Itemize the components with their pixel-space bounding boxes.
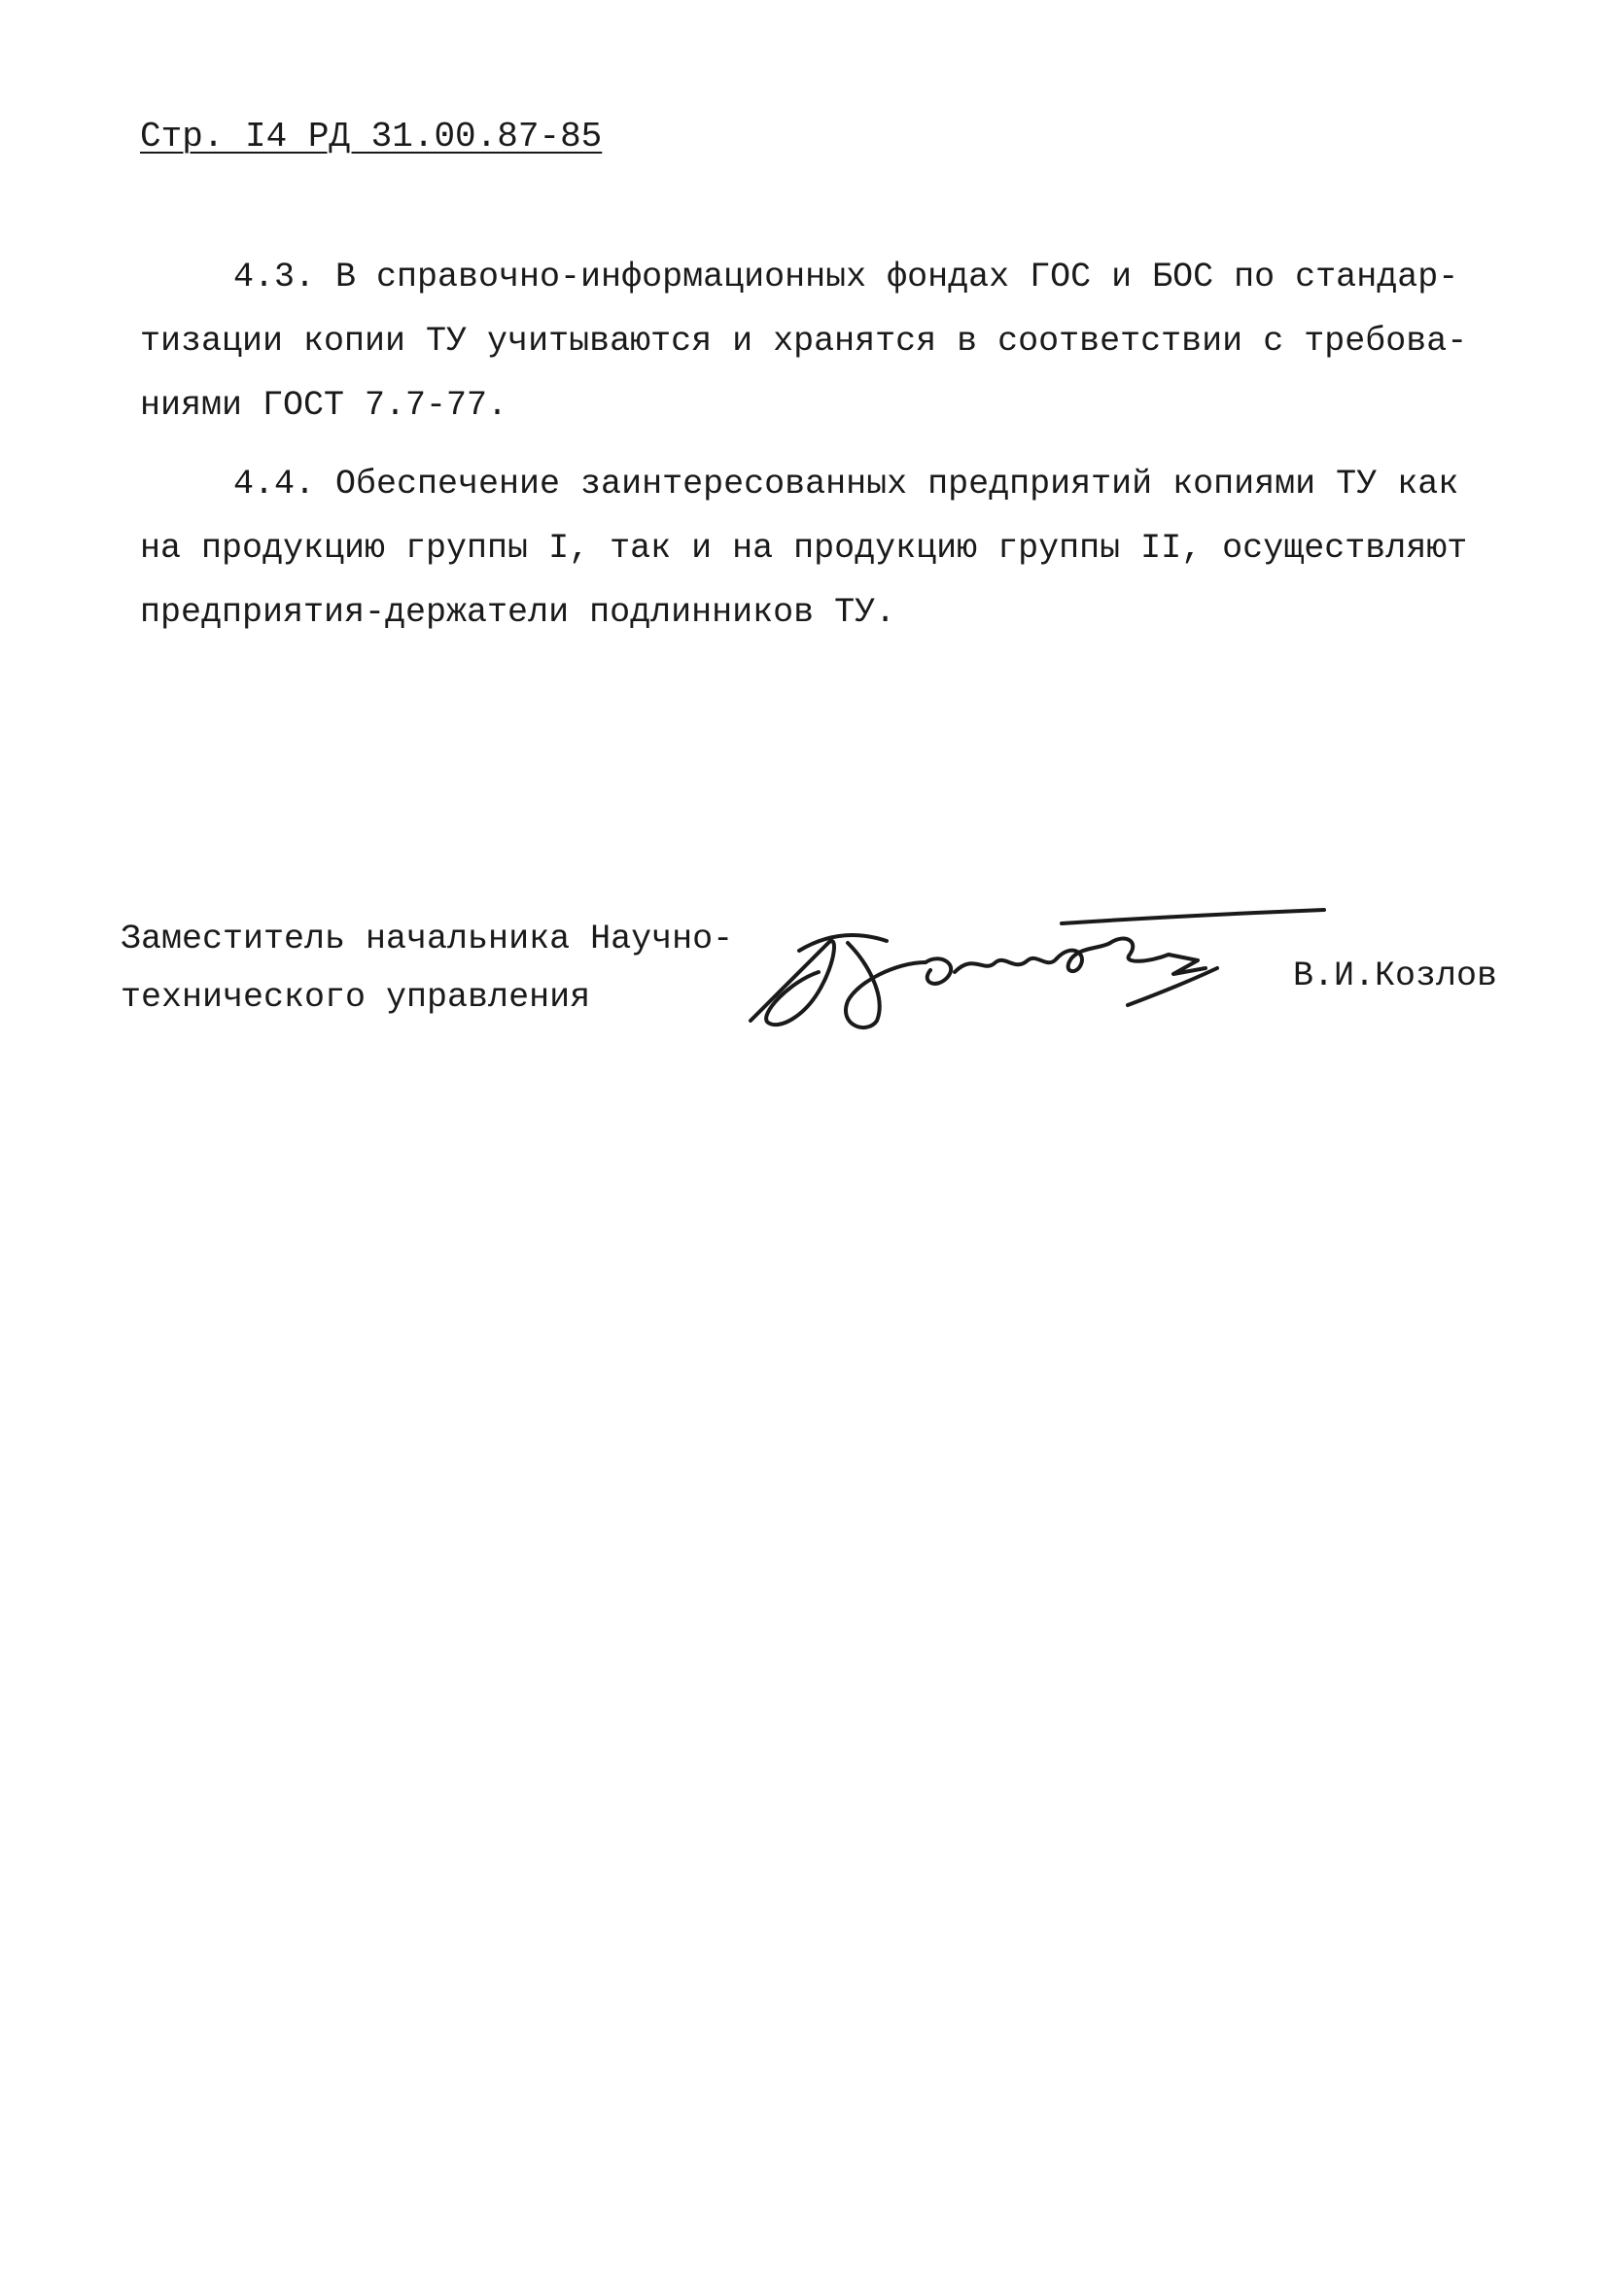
document-body [140,245,1468,644]
paragraph-4-3-line-2: тизации копии ТУ учитываются и хранятся в соответствии с требова- [140,322,1468,361]
paragraph-4-4-line-3: предприятия-держатели подлинников ТУ. [140,593,896,632]
signer-position-line-1: Заместитель начальника Научно- [121,920,734,958]
signer-position [121,910,733,1026]
signer-name: В.И.Козлов [1293,957,1498,995]
handwritten-signature [741,904,1344,1040]
paragraph-4-4-line-1: 4.4. Обеспечение заинтересованных предприятий копиями ТУ как [233,465,1459,504]
paragraph-4-4-line-2: на продукцию группы I, так и на продукцию группы II, осуществляют [140,529,1468,568]
page-header: Стр. I4 РД 31.00.87-85 [140,117,603,157]
signer-position-line-2: технического управления [121,978,591,1017]
paragraph-4-3-line-1: 4.3. В справочно-информационных фондах ГОС и БОС по стандар- [233,258,1459,296]
paragraph-4-3-line-3: ниями ГОСТ 7.7-77. [140,386,508,425]
